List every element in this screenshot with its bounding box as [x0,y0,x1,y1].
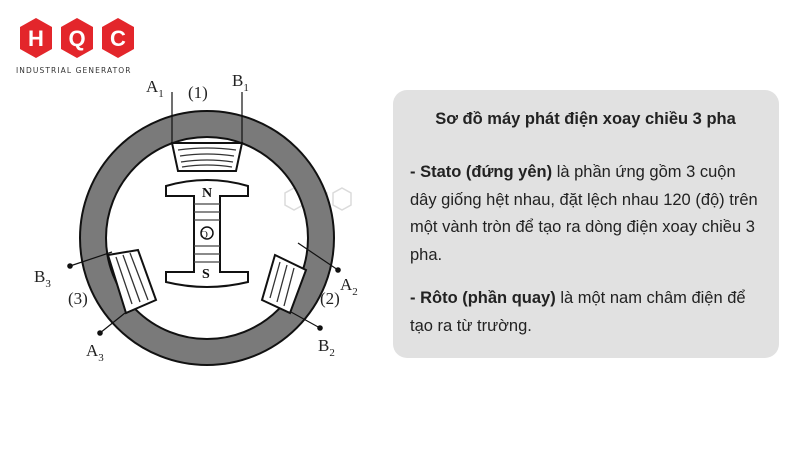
coil-2-label: (2) [320,289,340,308]
pole-n-label: N [202,186,213,201]
rotor-center-label: O [200,229,208,241]
coil-1-label: (1) [188,83,208,102]
pole-s-label: S [202,267,210,282]
rotor-term: - Rôto (phần quay) [410,289,556,307]
terminal-a3-label: $A_3$ [86,341,104,364]
logo-tagline: INDUSTRIAL GENERATOR [16,66,132,75]
rotor-text: là một nam châm điện để tạo ra từ trường. [410,289,746,335]
stator-term: - Stato (đứng yên) [410,163,553,181]
logo-letter-q: Q [68,26,86,51]
panel-title: Sơ đồ máy phát điện xoay chiều 3 pha [435,110,736,128]
rotor-description [410,285,761,340]
description-panel [393,90,779,358]
logo-letter-c: C [110,26,126,51]
terminal-b2-label: $B_2$ [318,336,335,359]
coil-3-label: (3) [68,289,88,308]
terminal-b3-label: $B_3$ [34,267,51,290]
stator-text: là phần ứng gồm 3 cuộn dây giống hệt nhau, đặt lệch nhau 120 (độ) trên một vành tròn để tạo ra dòng điện xoay chiều 3 pha. [410,163,758,264]
terminal-b1-label: $B_1$ [232,71,249,94]
stator-description [410,159,761,269]
logo-letter-h: H [28,26,44,51]
terminal-a1-label: $A_1$ [146,77,164,100]
coil-1 [172,143,242,171]
terminal-a2-label: $A_2$ [340,275,358,298]
